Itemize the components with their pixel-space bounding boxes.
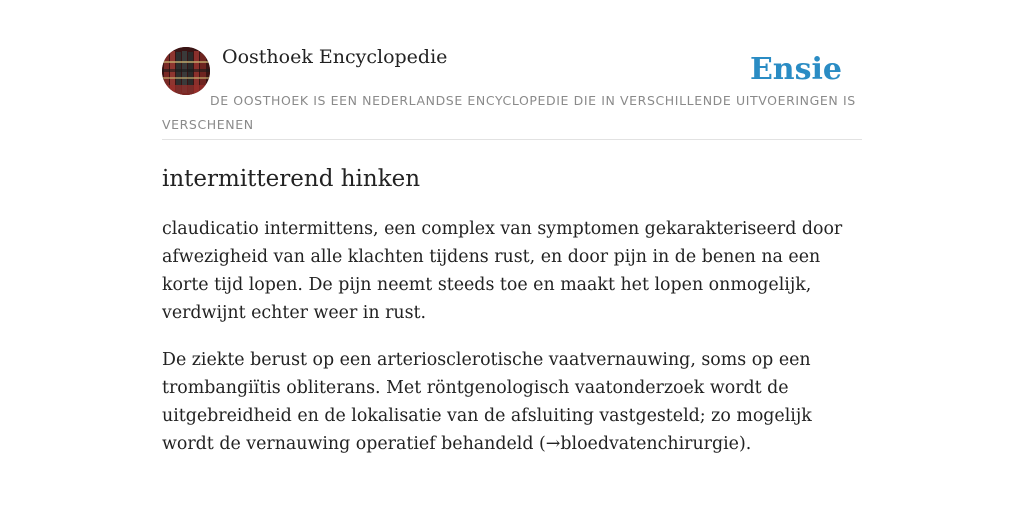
arrow-right-icon: → xyxy=(545,434,561,454)
paragraph-2-text: De ziekte berust op een arteriosclerotische vaatvernauwing, soms op een trombangiïtis obliterans. Met röntgenologisch vaatonderzoek wordt de uitgebreidheid en de lokalisatie van de afsluiting vastgesteld; zo mogelijk wordt de vernauwing operatief behandeld ( xyxy=(162,350,812,454)
article xyxy=(162,164,862,458)
article-paragraph-2 xyxy=(162,346,862,458)
site-name[interactable]: Oosthoek Encyclopedie xyxy=(222,46,448,68)
site-header xyxy=(162,0,862,140)
site-tagline: DE OOSTHOEK IS EEN NEDERLANDSE ENCYCLOPEDIE DIE IN VERSCHILLENDE UITVOERINGEN IS VERSCHENEN xyxy=(162,93,856,132)
page xyxy=(162,0,862,458)
article-title: intermitterend hinken xyxy=(162,166,421,192)
cross-reference-label: bloedvatenchirurgie xyxy=(560,434,739,454)
cross-reference-link[interactable] xyxy=(546,434,739,454)
paragraph-2-end: ). xyxy=(738,434,752,454)
encyclopedia-books-icon[interactable] xyxy=(162,47,210,95)
brand-logo-link[interactable]: Ensie xyxy=(749,52,842,87)
article-paragraph-1: claudicatio intermittens, een complex van symptomen gekarakteriseerd door afwezigheid van alle klachten tijdens rust, en door pijn in de benen na een korte tijd lopen. De pijn neemt steeds toe en maakt het lopen onmogelijk, verdwijnt echter weer in rust. xyxy=(162,219,843,323)
